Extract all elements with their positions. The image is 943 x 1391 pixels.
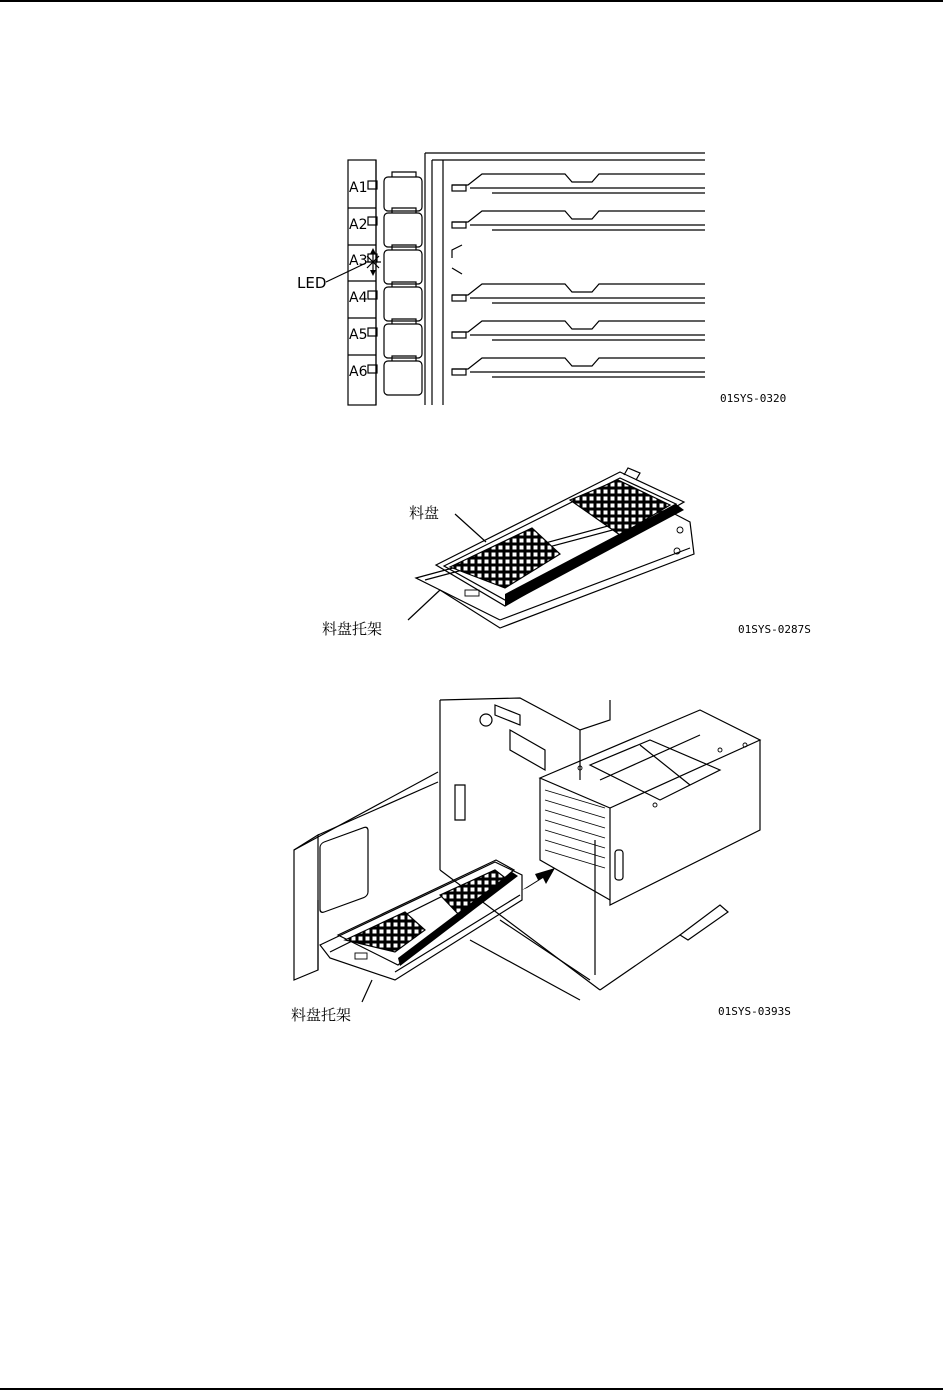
tray-callout [409,504,486,542]
slot-label-a4: A4 [349,290,368,306]
slot-frame [348,153,705,405]
figure-tray-on-bracket [0,460,943,645]
slot-label-a2: A2 [349,217,368,233]
header-rule [0,0,943,2]
bracket-label: 料盘托架 [291,1006,352,1024]
slot-label-a3: A3 [349,253,368,269]
figure-slot-bay [0,150,943,410]
bracket-with-tray [320,860,522,980]
enclosure-door [294,772,438,1391]
figure-code: 01SYS-0320 [720,392,787,405]
rail-a2 [452,211,705,230]
led-label: LED [297,274,327,292]
figure-code: 01SYS-0393S [718,1005,791,1018]
rail-a6 [452,358,705,377]
insert-arrow [522,868,555,890]
footer-rule [0,1388,943,1390]
bracket-label: 料盘托架 [322,620,383,638]
slot-label-a5: A5 [349,327,368,343]
tray-bracket [416,468,694,628]
tray-label: 料盘 [409,504,440,522]
slot-label-a1: A1 [349,180,368,196]
slot-labels [349,180,368,380]
enclosure-body [440,698,728,1000]
rail-a4 [452,284,705,303]
tray-rails [452,174,705,377]
cage-module [540,710,760,905]
bracket-callout [322,590,440,638]
rail-a1 [452,174,705,193]
slot-label-a6: A6 [349,364,368,380]
figure-insert-bracket [0,690,943,1025]
rail-a5 [452,321,705,340]
figure-code: 01SYS-0287S [738,623,811,636]
bracket-callout [291,980,372,1024]
